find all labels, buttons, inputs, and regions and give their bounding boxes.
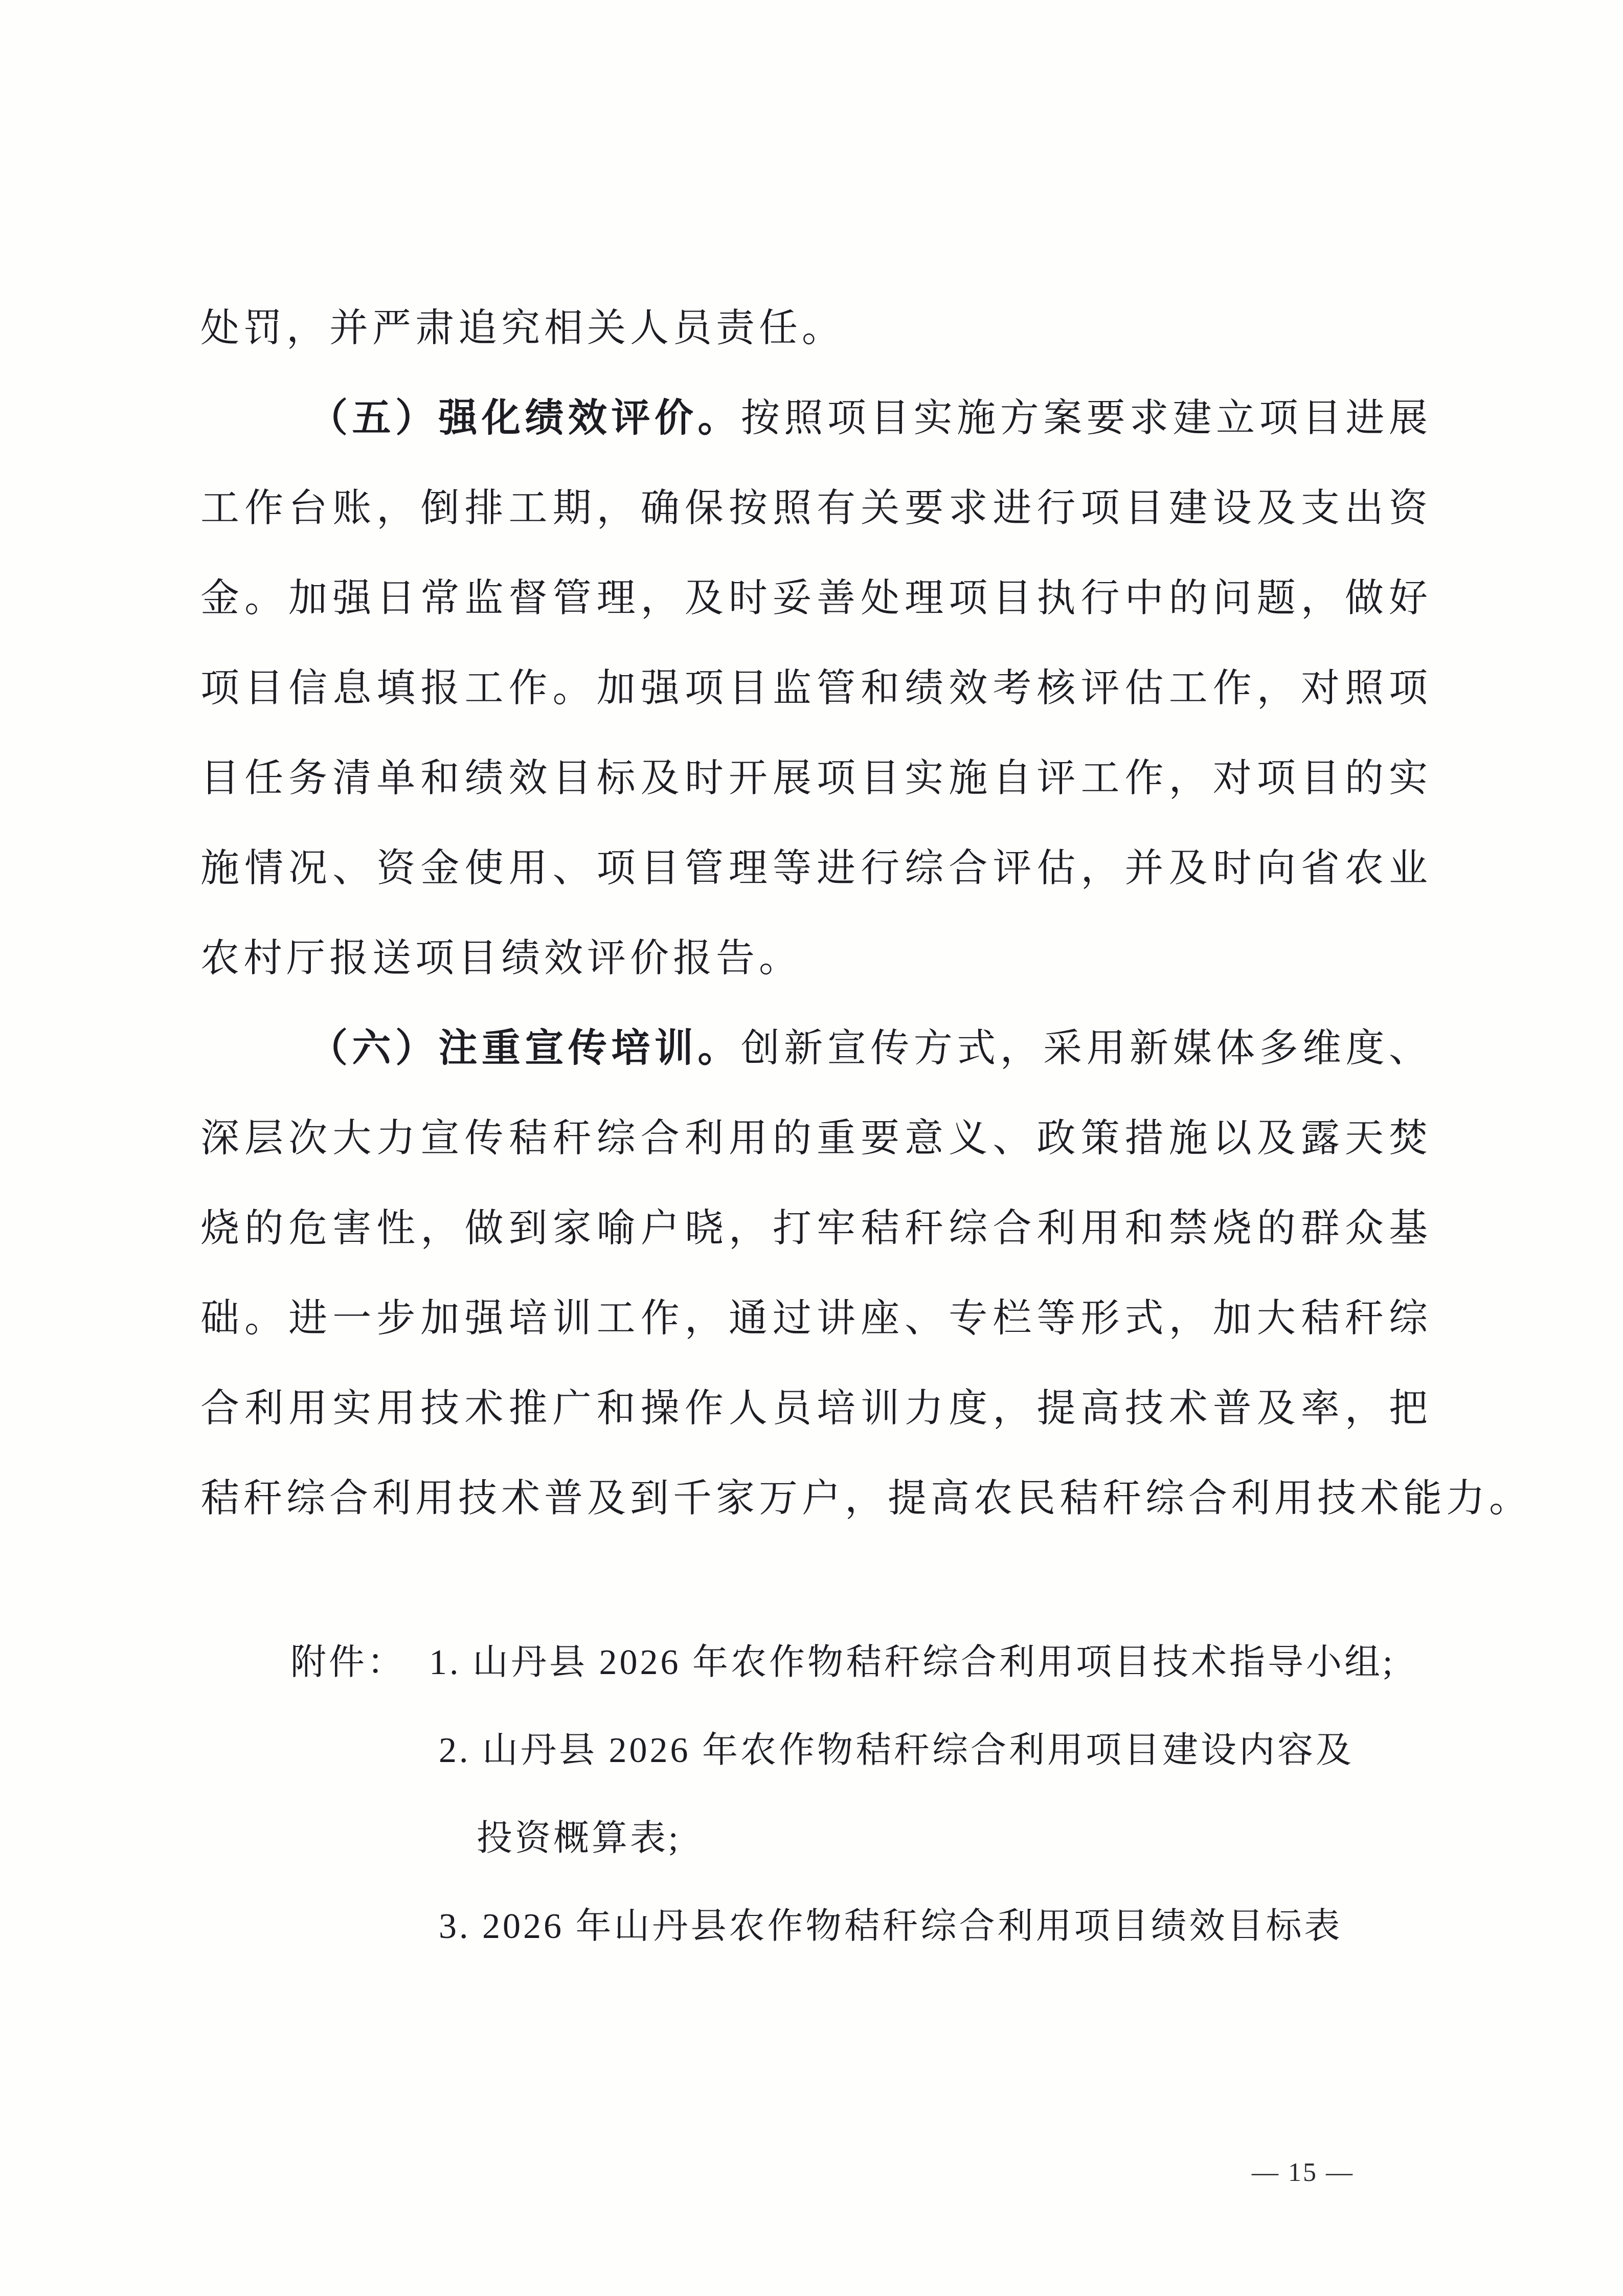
paragraph-line: 烧的危害性，做到家喻户晓，打牢秸秆综合利用和禁烧的群众基: [200, 1207, 1432, 1250]
paragraph-line: 深层次大力宣传秸秆综合利用的重要意义、政策措施以及露天焚: [200, 1117, 1432, 1160]
paragraph-line: 项目信息填报工作。加强项目监管和绩效考核评估工作，对照项: [200, 667, 1432, 710]
paragraph-line: 合利用实用技术推广和操作人员培训力度，提高技术普及率，把: [200, 1387, 1432, 1430]
paragraph-line: 金。加强日常监督管理，及时妥善处理项目执行中的问题，做好: [200, 577, 1432, 620]
attachment-item-2-continuation: 投资概算表;: [477, 1819, 681, 1858]
paragraph-line: 础。进一步加强培训工作，通过讲座、专栏等形式，加大秸秆综: [200, 1297, 1432, 1340]
attachment-item-3: 3. 2026 年山丹县农作物秸秆综合利用项目绩效目标表: [439, 1907, 1343, 1946]
paragraph-line: 秸秆综合利用技术普及到千家万户，提高农民秸秆综合利用技术能力。: [200, 1477, 1532, 1520]
paragraph-line: 农村厅报送项目绩效评价报告。: [200, 937, 802, 980]
page-number: — 15 —: [1252, 2158, 1354, 2187]
paragraph-line: [200, 1004, 1432, 1094]
paragraph-line: 目任务清单和绩效目标及时开展项目实施自评工作，对项目的实: [200, 757, 1432, 800]
body-text: [200, 283, 1532, 1544]
paragraph-line: [200, 373, 1432, 463]
attachments-row: [200, 1707, 1479, 1795]
line-text: 创新宣传方式，采用新媒体多维度、: [740, 1027, 1432, 1070]
attachments-block: [200, 1619, 1479, 1971]
paragraph-line: 处罚，并严肃追究相关人员责任。: [200, 307, 845, 350]
attachment-item-2: 2. 山丹县 2026 年农作物秸秆综合利用项目建设内容及: [439, 1731, 1354, 1770]
paragraph-line: 施情况、资金使用、项目管理等进行综合评估，并及时向省农业: [200, 847, 1432, 890]
paragraph-line: 工作台账，倒排工期，确保按照有关要求进行项目建设及支出资: [200, 487, 1432, 530]
line-text: 按照项目实施方案要求建立项目进展: [740, 397, 1432, 440]
attachment-item-1: 1. 山丹县 2026 年农作物秸秆综合利用项目技术指导小组;: [429, 1643, 1395, 1682]
section-heading-5: （五）强化绩效评价。: [309, 397, 741, 440]
section-heading-6: （六）注重宣传培训。: [309, 1027, 741, 1070]
attachments-label: 附件：: [290, 1643, 405, 1682]
attachments-row: [200, 1619, 1479, 1707]
attachments-row: [200, 1795, 1479, 1883]
attachments-row: [200, 1883, 1479, 1971]
